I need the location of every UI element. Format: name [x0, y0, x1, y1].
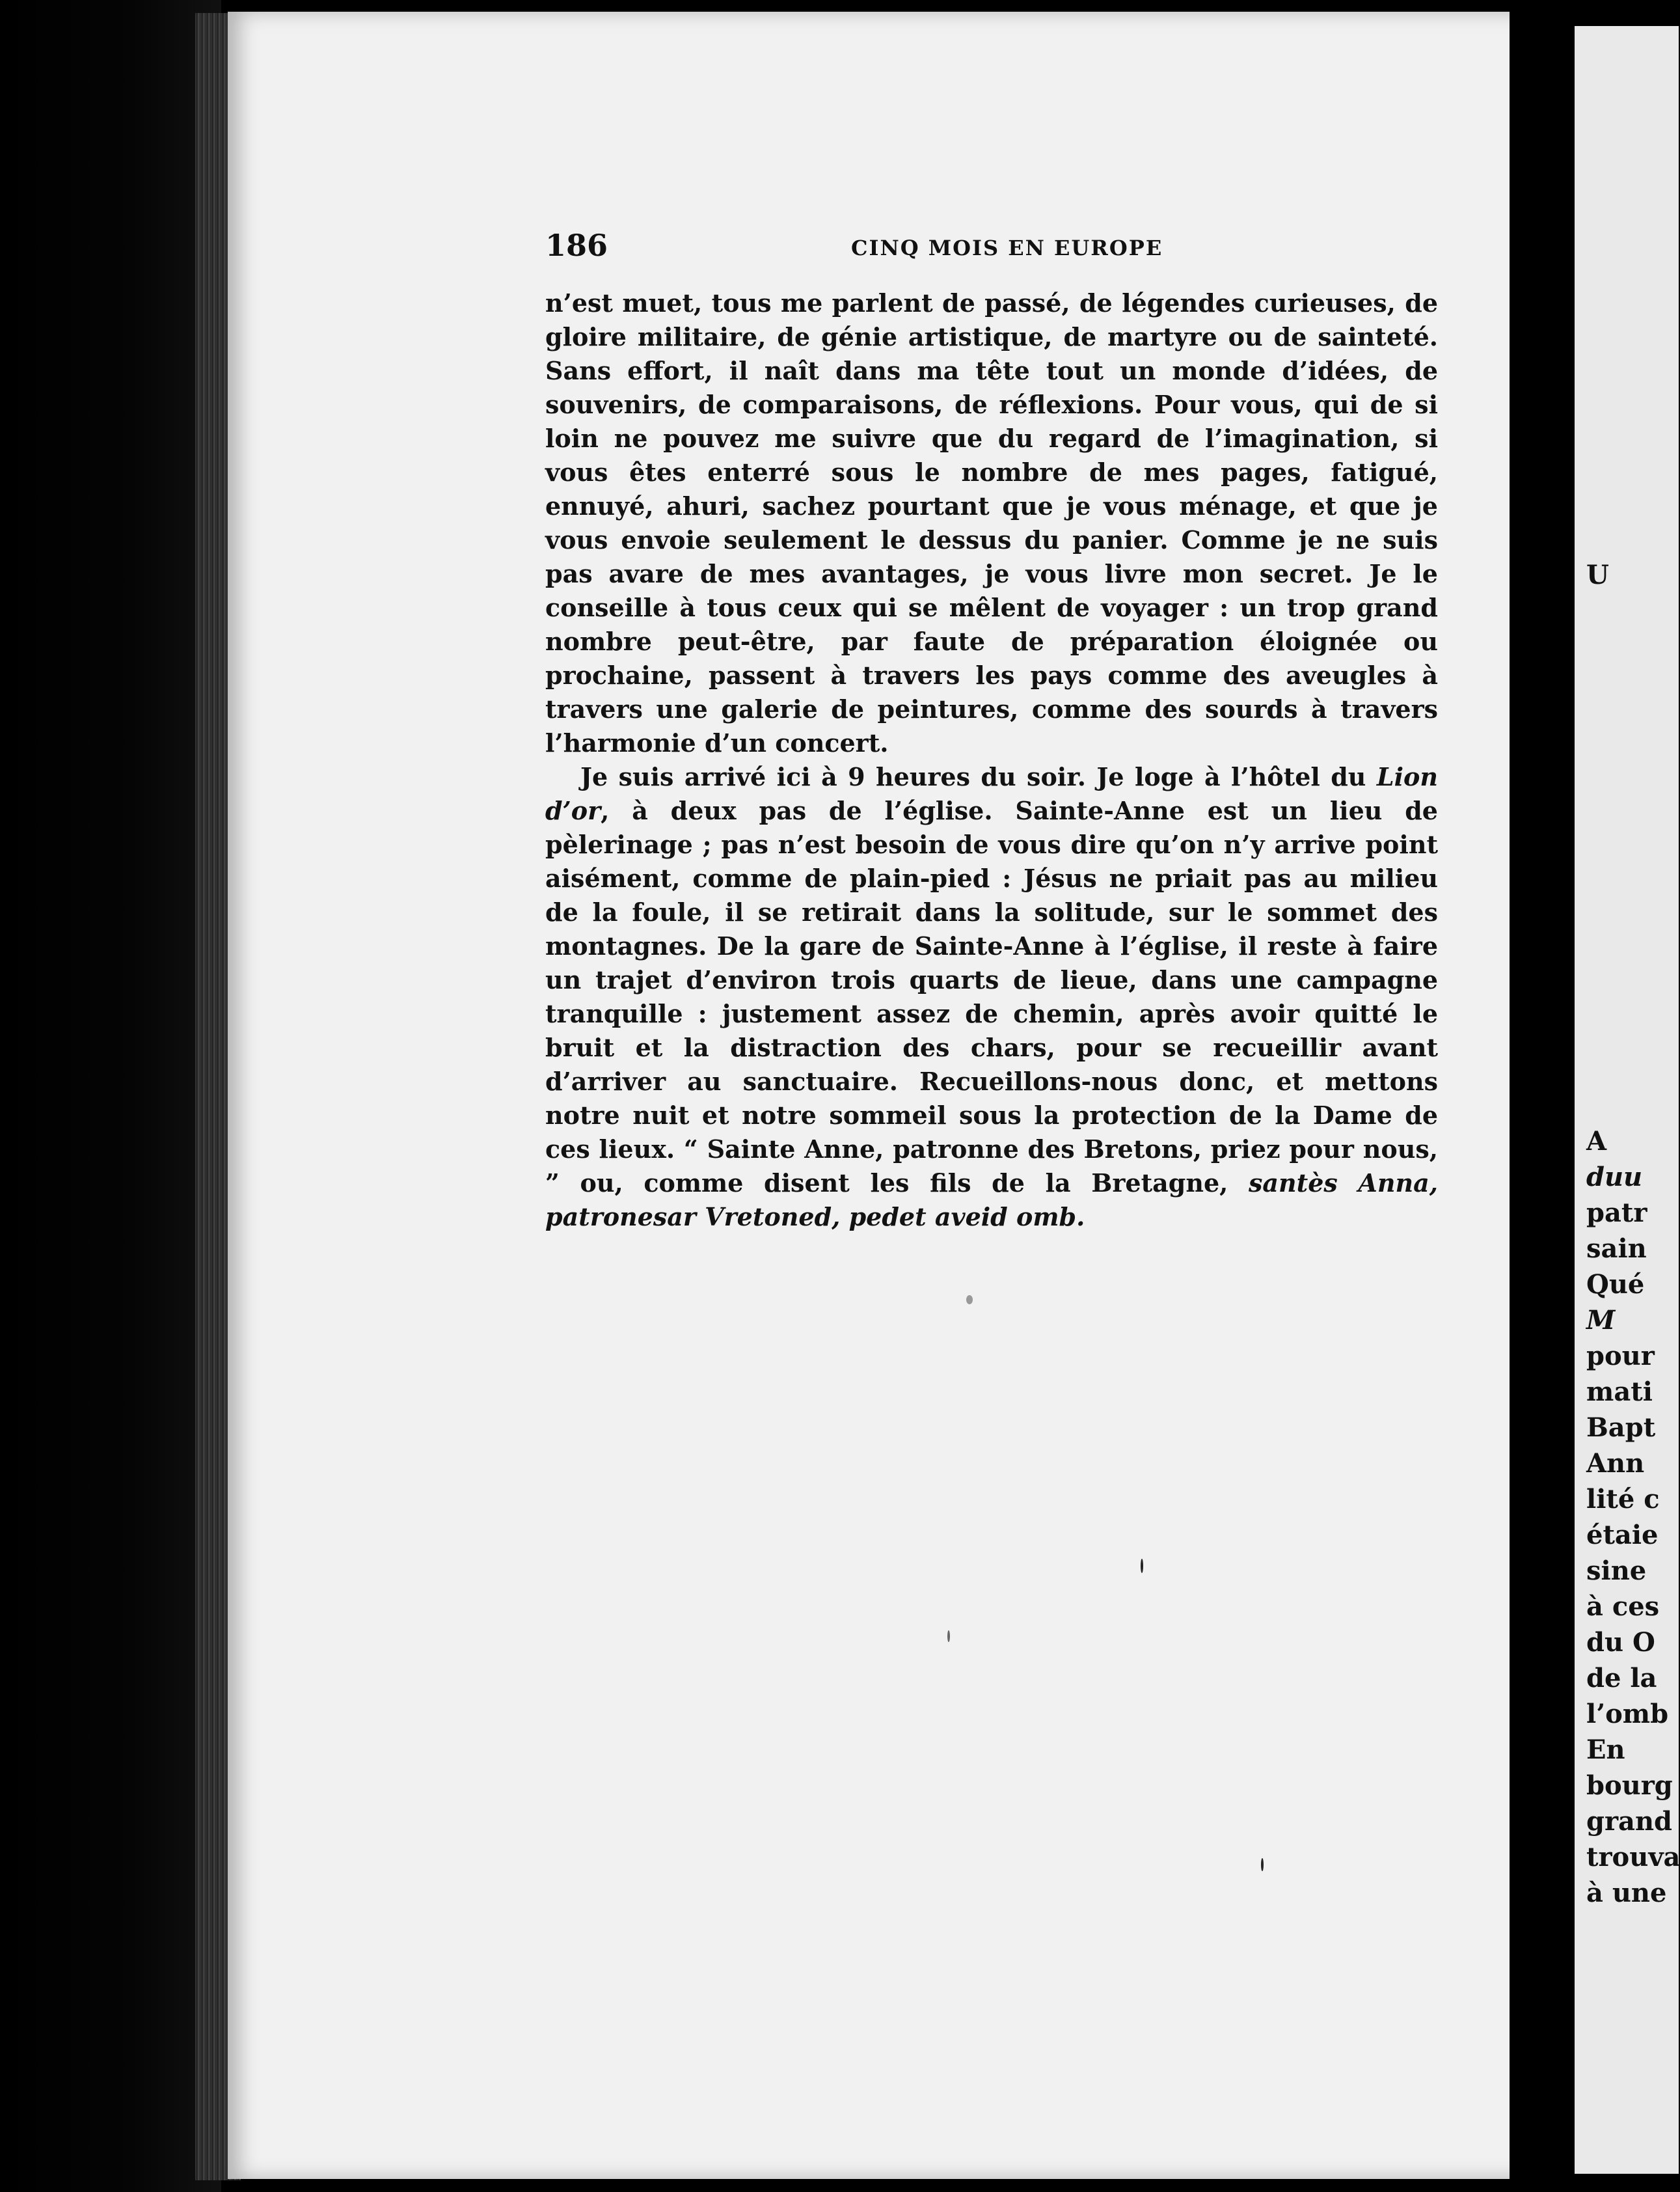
scan-speck — [1261, 1858, 1264, 1871]
adjacent-page-fragment: grand — [1586, 1806, 1673, 1837]
paragraph-1: n’est muet, tous me parlent de passé, de légendes curieuses, de gloire militaire, de génie artistique, de martyre ou de sainteté. Sans effort, il naît dans ma tête tout un monde d’idées, de souvenirs, de comparaisons, de réflexions. Pour vous, qui de si loin ne pouvez me suivre que du regard de l’imagination, si vous êtes enterré sous le nombre de mes pages, fatigué, ennuyé, ahuri, sachez pourtant que je vous ménage, et que je vous envoie seulement le dessus du panier. Comme je ne suis pas avare de mes avantages, je vous livre mon secret. Je le conseille à tous ceux qui se mêlent de voyager : un trop grand nombre peut-être, par faute de préparation éloignée ou prochaine, passent à travers les pays comme des aveugles à travers une galerie de peintures, comme des sourds à travers l’harmonie d’un concert. — [545, 288, 1438, 758]
adjacent-page-fragment: sine — [1586, 1555, 1647, 1586]
page-number: 186 — [545, 228, 608, 263]
adjacent-page-fragment: à ces — [1586, 1591, 1660, 1622]
adjacent-page-fragment: duu — [1586, 1162, 1643, 1192]
adjacent-page-fragment: patr — [1586, 1198, 1647, 1228]
book-gutter — [1510, 0, 1581, 2192]
adjacent-page-fragment: l’omb — [1586, 1699, 1669, 1729]
adjacent-page-fragment: Ann — [1586, 1448, 1645, 1479]
adjacent-page-fragment: à une — [1586, 1878, 1667, 1908]
adjacent-page-fragment: A — [1586, 1126, 1607, 1157]
page-text — [545, 286, 1438, 1234]
paragraph-2-italic-b: santès Anna, patronesar Vretoned, pedet aveid omb. — [545, 1168, 1438, 1231]
adjacent-page-fragment: Bapt — [1586, 1412, 1656, 1443]
adjacent-page — [1575, 26, 1679, 2174]
adjacent-page-fragment: Qué — [1586, 1269, 1645, 1300]
paragraph-2-italic-a: Lion d’or — [545, 762, 1438, 825]
scan-speck — [1141, 1559, 1143, 1573]
adjacent-page-fragment: étaie — [1586, 1520, 1659, 1550]
adjacent-page-fragment: En — [1586, 1734, 1625, 1765]
adjacent-page-fragment: M — [1586, 1305, 1616, 1336]
scan-left-background — [0, 0, 221, 2192]
paragraph-2-text-a: Je suis arrivé ici à 9 heures du soir. Je loge à l’hôtel du — [580, 762, 1377, 791]
paragraph-2-text-b: , à deux pas de l’église. Sainte-Anne est un lieu de pèlerinage ; pas n’est besoin de vous dire qu’on n’y arrive point aisément, comme de plain-pied : Jésus ne priait pas au milieu de la foule, il se retirait dans la solitude, sur le sommet des montagnes. De la gare de Sainte-Anne à l’église, il reste à faire un trajet d’environ trois quarts de lieue, dans une campagne tranquille : justement assez de chemin, après avoir quitté le bruit et la distraction des chars, pour se recueillir avant d’arriver au sanctuaire. Recueillons-nous donc, et mettons notre nuit et notre sommeil sous la protection de la Dame de ces lieux. “ Sainte Anne, patronne des Bretons, priez pour nous, ” ou, comme disent les fils de la Bretagne, — [545, 796, 1438, 1198]
scan-speck — [947, 1630, 950, 1642]
scan-speck — [966, 1295, 973, 1304]
adjacent-page-fragment: mati — [1586, 1377, 1653, 1407]
adjacent-page-fragment: bourg — [1586, 1770, 1673, 1801]
paragraph-2 — [545, 760, 1438, 1234]
adjacent-page-fragment: lité c — [1586, 1484, 1660, 1514]
adjacent-page-fragment: sain — [1586, 1233, 1647, 1264]
adjacent-page-fragment: U — [1586, 560, 1609, 590]
adjacent-page-fragment: du O — [1586, 1627, 1655, 1658]
adjacent-page-fragment: pour — [1586, 1341, 1655, 1371]
book-title: CINQ MOIS EN EUROPE — [851, 236, 1163, 260]
adjacent-page-fragment: de la — [1586, 1663, 1657, 1693]
adjacent-page-fragment: trouva — [1586, 1842, 1680, 1872]
